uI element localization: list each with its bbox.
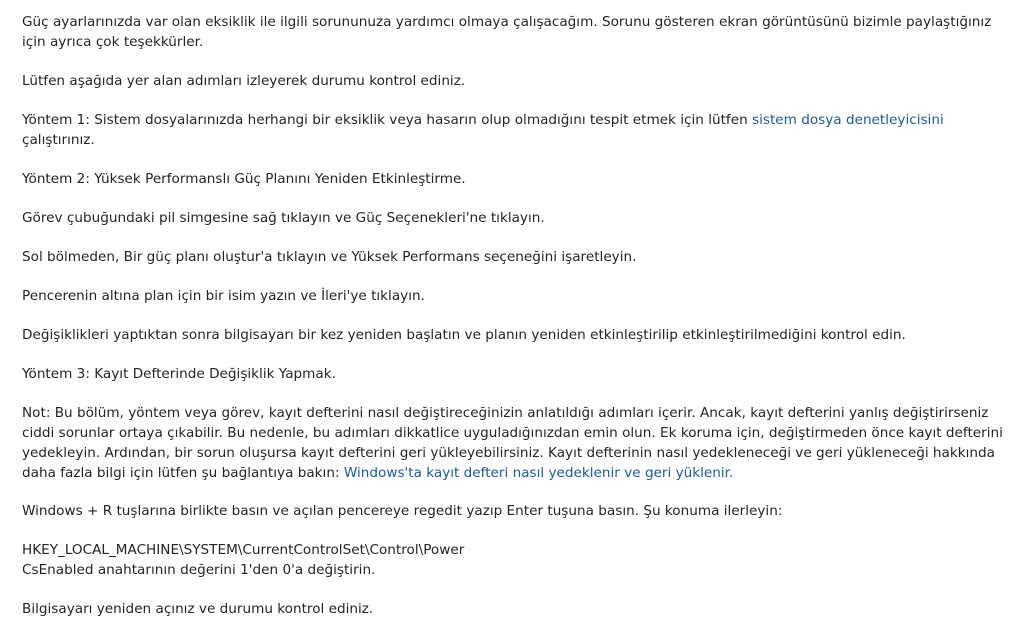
method-2-heading: Yöntem 2: Yüksek Performanslı Güç Planını Yeniden Etkinleştirme. xyxy=(22,171,466,187)
method-1-text-before: Yöntem 1: Sistem dosyalarınızda herhangi bir eksiklik veya hasarın olup olmadığını tespit etmek için lütfen xyxy=(22,112,753,128)
method-1-paragraph xyxy=(22,110,1016,150)
csenabled-instruction: CsEnabled anahtarının değerini 1'den 0'a değiştirin. xyxy=(22,562,376,578)
method-1-text-after: çalıştırınız. xyxy=(22,132,95,148)
system-file-checker-link[interactable]: sistem dosya denetleyicisini xyxy=(752,112,944,128)
step-battery-icon: Görev çubuğundaki pil simgesine sağ tıklayın ve Güç Seçenekleri'ne tıklayın. xyxy=(22,210,545,226)
step-create-plan: Sol bölmeden, Bir güç planı oluştur'a tıklayın ve Yüksek Performans seçeneğini işaretleyin. xyxy=(22,249,637,265)
intro-paragraph: Güç ayarlarınızda var olan eksiklik ile ilgili sorununuza yardımcı olmaya çalışacağım. Sorunu gösteren ekran görüntüsünü bizimle paylaştığınız için ayrıca çok teşekkürler. xyxy=(22,14,992,50)
registry-backup-link[interactable]: Windows'ta kayıt defteri nasıl yedeklenir ve geri yüklenir. xyxy=(343,465,734,481)
final-step: Bilgisayarı yeniden açınız ve durumu kontrol ediniz. xyxy=(22,601,374,617)
registry-warning-text: Not: Bu bölüm, yöntem veya görev, kayıt defterini nasıl değiştireceğinizin anlatıldığı adımları içerir. Ancak, kayıt defterini yanlış değiştirirseniz ciddi sorunlar ortaya çıkabilir. Bu nedenle, bu adımları dikkatlice uyguladığınızdan emin olun. Ek koruma için, değiştirmeden önce kayıt defterini yedekleyin. Ardından, bir sorun oluşursa kayıt defterini geri yükleyebilirsiniz. Kayıt defterinin nasıl yedekleneceği ve geri yükleneceği hakkında daha fazla bilgi için lütfen şu bağlantıya bakın: xyxy=(22,405,1003,481)
method-3-heading: Yöntem 3: Kayıt Defterinde Değişiklik Yapmak. xyxy=(22,366,336,382)
instructions-paragraph: Lütfen aşağıda yer alan adımları izleyerek durumu kontrol ediniz. xyxy=(22,73,466,89)
registry-path: HKEY_LOCAL_MACHINE\SYSTEM\CurrentControlSet\Control\Power xyxy=(22,542,465,558)
registry-path-block xyxy=(22,540,1016,580)
registry-warning-paragraph xyxy=(22,403,1016,483)
step-name-plan: Pencerenin altına plan için bir isim yazın ve İleri'ye tıklayın. xyxy=(22,288,425,304)
regedit-instructions: Windows + R tuşlarına birlikte basın ve açılan pencereye regedit yazıp Enter tuşuna basın. Şu konuma ilerleyin: xyxy=(22,503,783,519)
step-restart: Değişiklikleri yaptıktan sonra bilgisayarı bir kez yeniden başlatın ve planın yeniden etkinleştirilip etkinleştirilmediğini kontrol edin. xyxy=(22,327,906,343)
